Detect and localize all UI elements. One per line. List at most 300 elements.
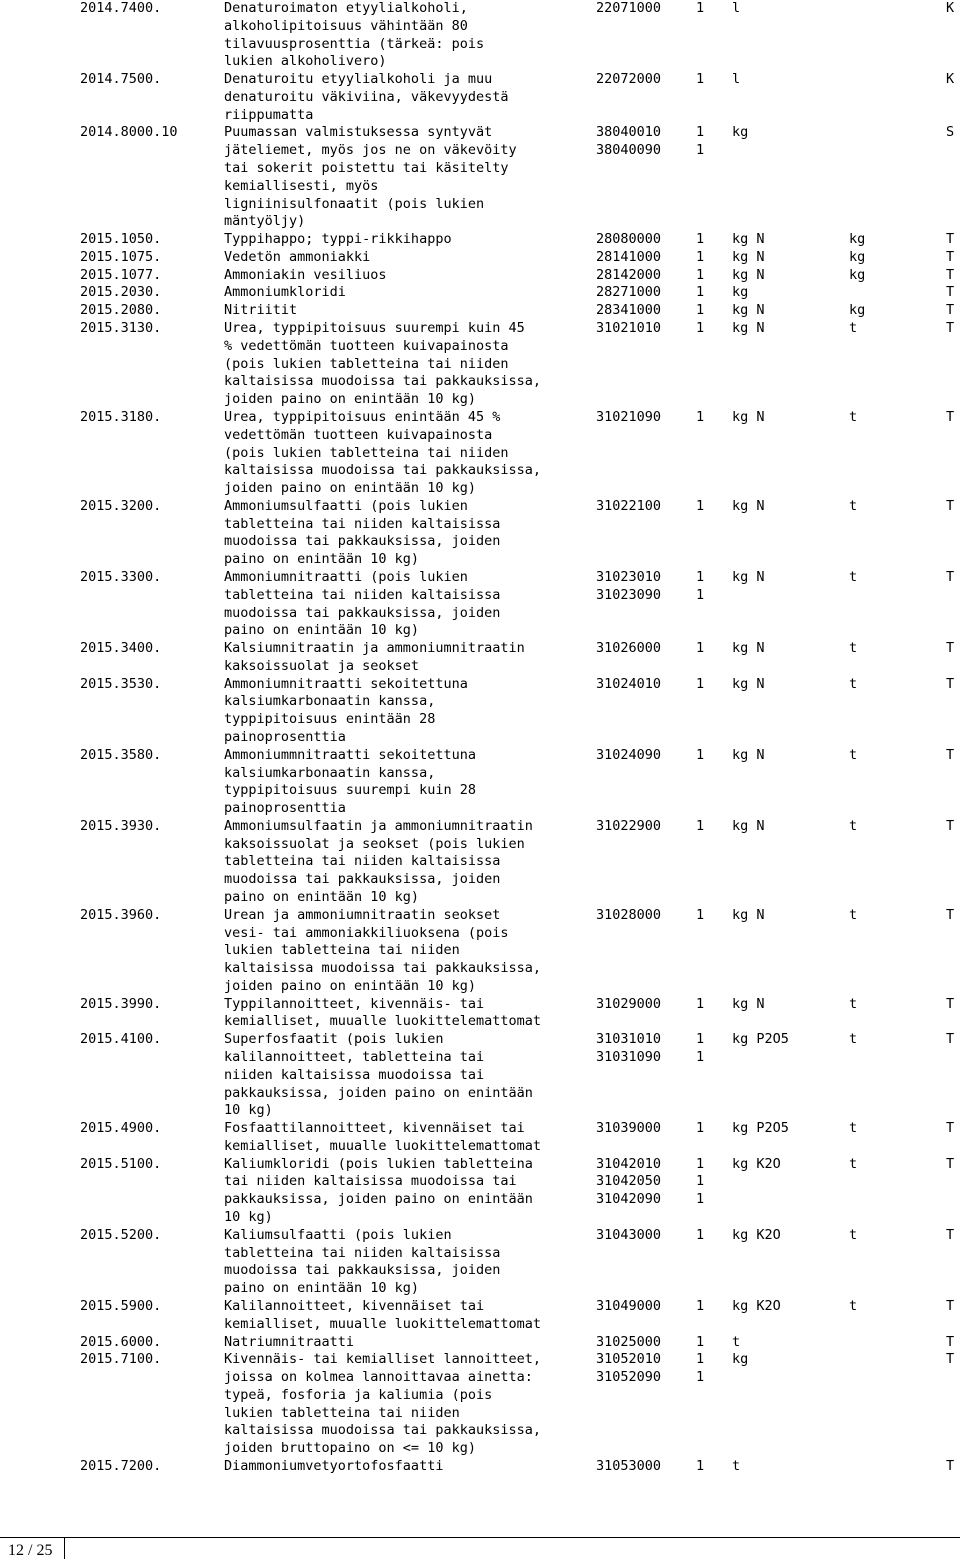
- unit-primary: kg: [732, 1351, 749, 1368]
- coefficient: 1: [696, 142, 705, 159]
- unit-secondary: t: [849, 995, 858, 1012]
- cn-code: 31022900: [596, 817, 662, 834]
- coefficient: 1: [696, 1369, 705, 1386]
- unit-secondary: t: [849, 1155, 858, 1172]
- unit-secondary: t: [849, 320, 858, 337]
- unit-secondary: t: [849, 640, 858, 657]
- type-code: T: [946, 1297, 955, 1314]
- product-description: (pois lukien tabletteina tai niiden: [224, 444, 509, 461]
- coefficient: 1: [696, 1155, 705, 1172]
- type-code: T: [946, 746, 955, 763]
- table-row: [0, 177, 960, 195]
- product-description: jäteliemet, myös jos ne on väkevöity: [224, 142, 517, 159]
- coefficient: 1: [696, 320, 705, 337]
- product-code: 2015.2030.: [80, 284, 162, 301]
- product-description: muodoissa tai pakkauksissa, joiden: [224, 533, 501, 550]
- table-row: [0, 1155, 960, 1173]
- table-row: [0, 123, 960, 141]
- table-row: [0, 604, 960, 622]
- cn-code: 31031010: [596, 1031, 662, 1048]
- product-description: 10 kg): [224, 1102, 273, 1119]
- coefficient: 1: [696, 1049, 705, 1066]
- type-code: T: [946, 320, 955, 337]
- product-code: 2015.3930.: [80, 817, 162, 834]
- table-row: [0, 1244, 960, 1262]
- product-description: kaltaisissa muodoissa tai pakkauksissa,: [224, 373, 541, 390]
- cn-code: 38040010: [596, 124, 662, 141]
- product-description: Kaliumkloridi (pois lukien tabletteina: [224, 1155, 533, 1172]
- coefficient: 1: [696, 1457, 705, 1474]
- table-row: [0, 781, 960, 799]
- unit-secondary: t: [849, 675, 858, 692]
- table-row: [0, 1208, 960, 1226]
- product-code: 2014.7400.: [80, 0, 162, 16]
- product-code: 2015.3180.: [80, 408, 162, 425]
- table-row: [0, 1226, 960, 1244]
- type-code: T: [946, 1120, 955, 1137]
- product-code: 2015.3200.: [80, 497, 162, 514]
- unit-primary: t: [732, 1457, 741, 1474]
- cn-code: 28080000: [596, 231, 662, 248]
- table-row: [0, 195, 960, 213]
- product-description: vedettömän tuotteen kuivapainosta: [224, 426, 493, 443]
- table-row: [0, 1048, 960, 1066]
- product-description: paino on enintään 10 kg): [224, 889, 420, 905]
- table-row: [0, 1119, 960, 1137]
- table-row: [0, 1261, 960, 1279]
- product-description: Ammoniumsulfaatti (pois lukien: [224, 497, 468, 514]
- cn-code: 28141000: [596, 248, 662, 265]
- product-description: Urea, typpipitoisuus suurempi kuin 45: [224, 320, 525, 337]
- unit-secondary: kg: [849, 248, 866, 265]
- unit-secondary: kg: [849, 231, 866, 248]
- product-description: lukien tabletteina tai niiden: [224, 1404, 460, 1421]
- product-description: typeä, fosforia ja kaliumia (pois: [224, 1386, 493, 1403]
- product-description: ligniinisulfonaatit (pois lukien: [224, 195, 485, 212]
- cn-code: 31022100: [596, 497, 662, 514]
- coefficient: 1: [696, 248, 705, 265]
- table-row: [0, 408, 960, 426]
- table-row: [0, 52, 960, 70]
- table-row: [0, 906, 960, 924]
- unit-secondary: kg: [849, 266, 866, 283]
- table-row: [0, 995, 960, 1013]
- product-code: 2015.3300.: [80, 568, 162, 585]
- product-description: Vedetön ammoniakki: [224, 248, 371, 265]
- product-description: tabletteina tai niiden kaltaisissa: [224, 515, 501, 532]
- table-row: [0, 1030, 960, 1048]
- product-code: 2015.3960.: [80, 906, 162, 923]
- table-row: [0, 1279, 960, 1297]
- unit-secondary: t: [849, 906, 858, 923]
- unit-primary: kg N: [732, 906, 765, 923]
- cn-code: 31042050: [596, 1173, 662, 1190]
- product-description: riippumatta: [224, 106, 314, 123]
- coefficient: 1: [696, 0, 705, 16]
- table-row: [0, 88, 960, 106]
- type-code: T: [946, 640, 955, 657]
- unit-primary: kg N: [732, 302, 765, 319]
- type-code: T: [946, 568, 955, 585]
- product-description: joiden paino on enintään 10 kg): [224, 480, 476, 497]
- cn-code: 31039000: [596, 1120, 662, 1137]
- product-description: Superfosfaatit (pois lukien: [224, 1031, 444, 1048]
- cn-code: 28142000: [596, 266, 662, 283]
- table-row: [0, 106, 960, 124]
- table-row: [0, 817, 960, 835]
- product-description: lukien alkoholivero): [224, 53, 387, 70]
- table-row: [0, 35, 960, 53]
- unit-secondary: t: [849, 817, 858, 834]
- product-code: 2015.5900.: [80, 1297, 162, 1314]
- coefficient: 1: [696, 408, 705, 425]
- table-row: [0, 888, 960, 906]
- table-row: [0, 515, 960, 533]
- type-code: T: [946, 1351, 955, 1368]
- product-description: Ammoniumkloridi: [224, 284, 346, 301]
- unit-secondary: t: [849, 1031, 858, 1048]
- coefficient: 1: [696, 568, 705, 585]
- product-description: (pois lukien tabletteina tai niiden: [224, 355, 509, 372]
- type-code: T: [946, 1333, 955, 1350]
- table-row: [0, 1101, 960, 1119]
- type-code: S: [946, 124, 955, 141]
- table-row: [0, 1421, 960, 1439]
- product-description: muodoissa tai pakkauksissa, joiden: [224, 1262, 501, 1279]
- unit-secondary: t: [849, 568, 858, 585]
- table-row: [0, 924, 960, 942]
- table-row: [0, 852, 960, 870]
- footer-rule: [0, 1537, 960, 1538]
- coefficient: 1: [696, 302, 705, 319]
- table-row: [0, 941, 960, 959]
- product-code: 2015.3400.: [80, 640, 162, 657]
- product-description: Fosfaattilannoitteet, kivennäiset tai: [224, 1120, 525, 1137]
- table-row: [0, 372, 960, 390]
- table-row: [0, 212, 960, 230]
- table-row: [0, 266, 960, 284]
- table-row: [0, 657, 960, 675]
- product-code: 2015.6000.: [80, 1333, 162, 1350]
- table-row: [0, 1315, 960, 1333]
- table-row: [0, 1084, 960, 1102]
- product-code: 2015.3130.: [80, 320, 162, 337]
- table-row: [0, 1439, 960, 1457]
- cn-code: 31021010: [596, 320, 662, 337]
- coefficient: 1: [696, 817, 705, 834]
- table-row: [0, 1012, 960, 1030]
- product-description: typpipitoisuus suurempi kuin 28: [224, 782, 476, 799]
- type-code: T: [946, 231, 955, 248]
- product-description: joiden bruttopaino on <= 10 kg): [224, 1440, 476, 1457]
- table-row: [0, 70, 960, 88]
- type-code: T: [946, 248, 955, 265]
- cn-code: 31049000: [596, 1297, 662, 1314]
- cn-code: 31029000: [596, 995, 662, 1012]
- table-row: [0, 532, 960, 550]
- unit-primary: kg N: [732, 746, 765, 763]
- cn-code: 31043000: [596, 1226, 662, 1243]
- unit-primary: kg N: [732, 231, 765, 248]
- product-description: joiden paino on enintään 10 kg): [224, 977, 476, 994]
- product-description: kaltaisissa muodoissa tai pakkauksissa,: [224, 1422, 541, 1439]
- unit-primary: kg N: [732, 248, 765, 265]
- product-code: 2015.3990.: [80, 995, 162, 1012]
- unit-primary: t: [732, 1333, 741, 1350]
- table-row: [0, 746, 960, 764]
- product-description: Ammoniummnitraatti sekoitettuna: [224, 746, 476, 763]
- coefficient: 1: [696, 497, 705, 514]
- unit-secondary: kg: [849, 302, 866, 319]
- type-code: T: [946, 302, 955, 319]
- unit-primary: l: [732, 71, 741, 88]
- product-description: Denaturoimaton etyylialkoholi,: [224, 0, 468, 16]
- coefficient: 1: [696, 995, 705, 1012]
- unit-primary: kg P2O5: [732, 1031, 789, 1048]
- table-row: [0, 337, 960, 355]
- product-description: kemialliset, muualle luokittelemattomat: [224, 1137, 541, 1154]
- product-code: 2015.3530.: [80, 675, 162, 692]
- cn-code: 31042090: [596, 1191, 662, 1208]
- product-description: joissa on kolmea lannoittavaa ainetta:: [224, 1369, 533, 1386]
- product-description: Kaliumsulfaatti (pois lukien: [224, 1226, 452, 1243]
- type-code: T: [946, 817, 955, 834]
- table-row: [0, 1190, 960, 1208]
- type-code: T: [946, 995, 955, 1012]
- unit-primary: kg N: [732, 568, 765, 585]
- product-description: Ammoniumsulfaatin ja ammoniumnitraatin: [224, 817, 533, 834]
- coefficient: 1: [696, 1191, 705, 1208]
- table-row: [0, 355, 960, 373]
- table-row: [0, 1172, 960, 1190]
- table-row: [0, 710, 960, 728]
- coefficient: 1: [696, 124, 705, 141]
- page-number: 12 / 25: [8, 1542, 53, 1559]
- product-description: Ammoniumnitraatti sekoitettuna: [224, 675, 468, 692]
- table-row: [0, 586, 960, 604]
- product-description: kaksoissuolat ja seokset (pois lukien: [224, 835, 525, 852]
- table-row: [0, 1137, 960, 1155]
- table-row: [0, 426, 960, 444]
- coefficient: 1: [696, 906, 705, 923]
- table-row: [0, 1404, 960, 1422]
- unit-secondary: t: [849, 497, 858, 514]
- coefficient: 1: [696, 1226, 705, 1243]
- table-row: [0, 141, 960, 159]
- table-row: [0, 870, 960, 888]
- table-row: [0, 1333, 960, 1351]
- product-description: painoprosenttia: [224, 728, 346, 745]
- unit-primary: kg K2O: [732, 1226, 781, 1243]
- coefficient: 1: [696, 640, 705, 657]
- table-row: [0, 692, 960, 710]
- product-description: kaltaisissa muodoissa tai pakkauksissa,: [224, 462, 541, 479]
- unit-primary: kg K2O: [732, 1155, 781, 1172]
- coefficient: 1: [696, 1173, 705, 1190]
- type-code: T: [946, 906, 955, 923]
- table-row: [0, 835, 960, 853]
- product-description: kemialliset, muualle luokittelemattomat: [224, 1013, 541, 1030]
- type-code: K: [946, 71, 955, 88]
- coefficient: 1: [696, 1297, 705, 1314]
- coefficient: 1: [696, 1351, 705, 1368]
- product-description: 10 kg): [224, 1209, 273, 1226]
- product-description: Diammoniumvetyortofosfaatti: [224, 1457, 444, 1474]
- product-description: kemialliset, muualle luokittelemattomat: [224, 1315, 541, 1332]
- unit-primary: kg: [732, 284, 749, 301]
- unit-primary: kg N: [732, 266, 765, 283]
- table-row: [0, 675, 960, 693]
- table-row: [0, 0, 960, 17]
- coefficient: 1: [696, 746, 705, 763]
- product-description: paino on enintään 10 kg): [224, 551, 420, 568]
- type-code: T: [946, 1031, 955, 1048]
- product-description: tai sokerit poistettu tai käsitelty: [224, 160, 509, 177]
- coefficient: 1: [696, 586, 705, 603]
- type-code: K: [946, 0, 955, 16]
- cn-code: 31025000: [596, 1333, 662, 1350]
- product-description: niiden kaltaisissa muodoissa tai: [224, 1066, 485, 1083]
- coefficient: 1: [696, 1120, 705, 1137]
- product-code: 2015.2080.: [80, 302, 162, 319]
- unit-primary: kg N: [732, 817, 765, 834]
- product-description: Denaturoitu etyylialkoholi ja muu: [224, 71, 493, 88]
- product-description: tabletteina tai niiden kaltaisissa: [224, 853, 501, 870]
- product-description: Ammoniumnitraatti (pois lukien: [224, 568, 468, 585]
- product-code: 2015.3580.: [80, 746, 162, 763]
- table-row: [0, 301, 960, 319]
- product-description: kalilannoitteet, tabletteina tai: [224, 1049, 485, 1066]
- table-row: [0, 319, 960, 337]
- table-row: [0, 1386, 960, 1404]
- table-row: [0, 497, 960, 515]
- product-description: tai niiden kaltaisissa muodoissa tai: [224, 1173, 517, 1190]
- table-row: [0, 159, 960, 177]
- cn-code: 22071000: [596, 0, 662, 16]
- product-description: muodoissa tai pakkauksissa, joiden: [224, 871, 501, 888]
- product-description: lukien tabletteina tai niiden: [224, 942, 460, 959]
- table-row: [0, 444, 960, 462]
- cn-code: 31023010: [596, 568, 662, 585]
- product-description: kemiallisesti, myös: [224, 177, 379, 194]
- unit-primary: kg N: [732, 995, 765, 1012]
- unit-primary: kg: [732, 124, 749, 141]
- table-row: [0, 17, 960, 35]
- product-description: typpipitoisuus enintään 28: [224, 711, 436, 728]
- product-description: denaturoitu väkiviina, väkevyydestä: [224, 88, 509, 105]
- table-row: [0, 283, 960, 301]
- product-description: Typpihappo; typpi-rikkihappo: [224, 231, 452, 248]
- unit-primary: kg K2O: [732, 1297, 781, 1314]
- product-description: muodoissa tai pakkauksissa, joiden: [224, 604, 501, 621]
- cn-code: 28271000: [596, 284, 662, 301]
- product-description: kalsiumkarbonaatin kanssa,: [224, 764, 436, 781]
- unit-primary: kg N: [732, 675, 765, 692]
- product-description: painoprosenttia: [224, 800, 346, 817]
- unit-secondary: t: [849, 1120, 858, 1137]
- table-row: [0, 1368, 960, 1386]
- table-row: [0, 764, 960, 782]
- unit-primary: kg N: [732, 320, 765, 337]
- product-description: Kalsiumnitraatin ja ammoniumnitraatin: [224, 640, 525, 657]
- coefficient: 1: [696, 1333, 705, 1350]
- product-description: Natriumnitraatti: [224, 1333, 355, 1350]
- product-description: Typpilannoitteet, kivennäis- tai: [224, 995, 485, 1012]
- unit-secondary: t: [849, 1297, 858, 1314]
- product-code: 2015.4900.: [80, 1120, 162, 1137]
- product-description: kalsiumkarbonaatin kanssa,: [224, 693, 436, 710]
- product-description: Puumassan valmistuksessa syntyvät: [224, 124, 493, 141]
- cn-code: 31052010: [596, 1351, 662, 1368]
- cn-code: 38040090: [596, 142, 662, 159]
- table-row: [0, 977, 960, 995]
- table-row: [0, 550, 960, 568]
- product-code: 2014.7500.: [80, 71, 162, 88]
- page-footer: [0, 1520, 960, 1559]
- product-description: Ammoniakin vesiliuos: [224, 266, 387, 283]
- table-row: [0, 390, 960, 408]
- product-description: tabletteina tai niiden kaltaisissa: [224, 586, 501, 603]
- product-description: % vedettömän tuotteen kuivapainosta: [224, 337, 509, 354]
- product-code: 2015.1075.: [80, 248, 162, 265]
- table-row: [0, 621, 960, 639]
- type-code: T: [946, 1226, 955, 1243]
- product-description: Urean ja ammoniumnitraatin seokset: [224, 906, 501, 923]
- product-description: Urea, typpipitoisuus enintään 45 %: [224, 408, 501, 425]
- table-row: [0, 479, 960, 497]
- type-code: T: [946, 1457, 955, 1474]
- type-code: T: [946, 675, 955, 692]
- unit-secondary: t: [849, 746, 858, 763]
- product-code: 2015.1077.: [80, 266, 162, 283]
- product-code: 2015.5200.: [80, 1226, 162, 1243]
- unit-primary: kg N: [732, 640, 765, 657]
- cn-code: 31026000: [596, 640, 662, 657]
- cn-code: 31053000: [596, 1457, 662, 1474]
- cn-code: 31024090: [596, 746, 662, 763]
- cn-code: 31021090: [596, 408, 662, 425]
- coefficient: 1: [696, 71, 705, 88]
- table-row: [0, 461, 960, 479]
- product-description: pakkauksissa, joiden paino on enintään: [224, 1084, 533, 1101]
- table-row: [0, 728, 960, 746]
- cn-code: 31031090: [596, 1049, 662, 1066]
- type-code: T: [946, 497, 955, 514]
- product-code: 2014.8000.10: [80, 124, 178, 141]
- unit-primary: kg N: [732, 408, 765, 425]
- table-row: [0, 1350, 960, 1368]
- table-row: [0, 248, 960, 266]
- product-description: tabletteina tai niiden kaltaisissa: [224, 1244, 501, 1261]
- table-row: [0, 959, 960, 977]
- product-description: Kalilannoitteet, kivennäiset tai: [224, 1297, 485, 1314]
- product-description: alkoholipitoisuus vähintään 80: [224, 17, 468, 34]
- product-description: kaltaisissa muodoissa tai pakkauksissa,: [224, 960, 541, 977]
- cn-code: 31042010: [596, 1155, 662, 1172]
- table-row: [0, 799, 960, 817]
- product-description: paino on enintään 10 kg): [224, 622, 420, 639]
- unit-primary: l: [732, 0, 741, 16]
- product-code: 2015.1050.: [80, 231, 162, 248]
- table-row: [0, 230, 960, 248]
- unit-primary: kg P2O5: [732, 1120, 789, 1137]
- cn-code: 22072000: [596, 71, 662, 88]
- table-row: [0, 639, 960, 657]
- product-description: pakkauksissa, joiden paino on enintään: [224, 1191, 533, 1208]
- type-code: T: [946, 284, 955, 301]
- table-row: [0, 1297, 960, 1315]
- type-code: T: [946, 1155, 955, 1172]
